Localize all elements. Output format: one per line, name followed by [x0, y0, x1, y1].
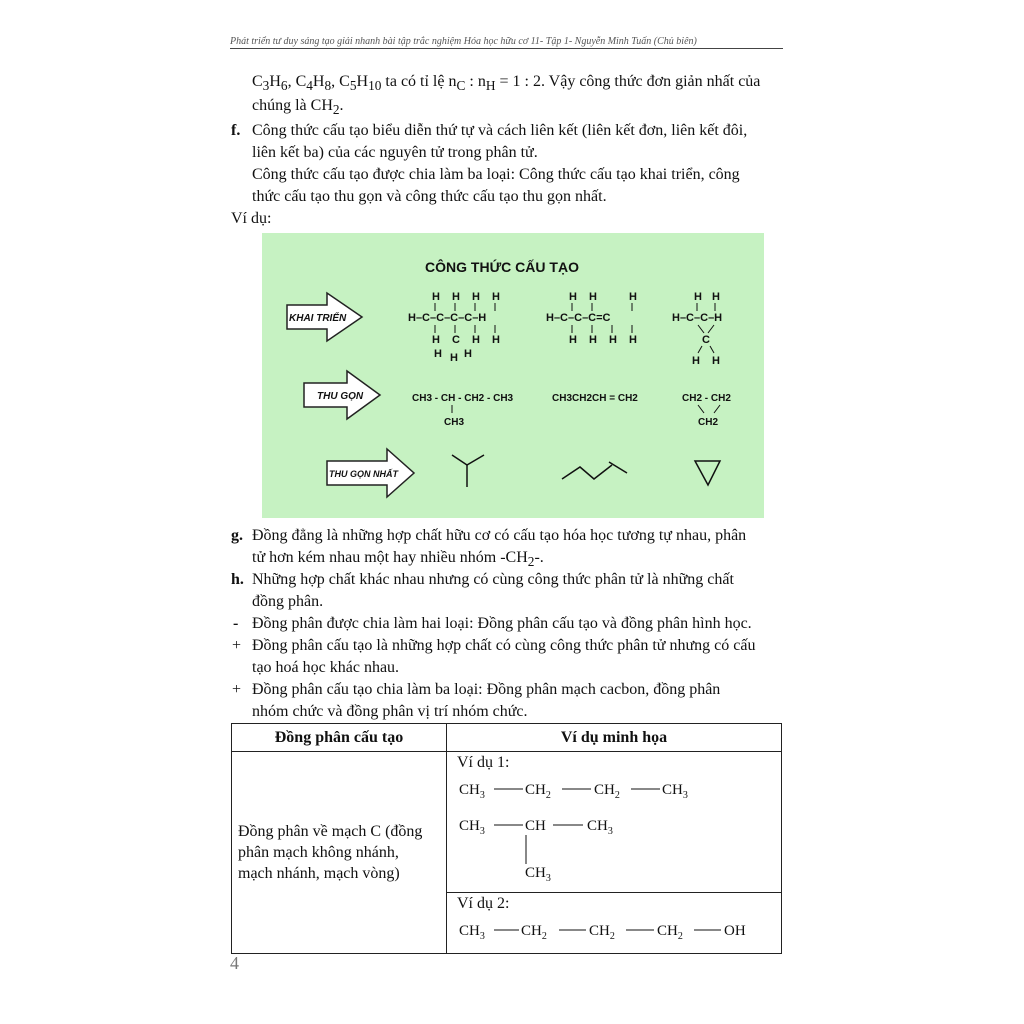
para-h-line-1: Những hợp chất khác nhau nhưng có cùng công thức phân tử là những chất [252, 571, 734, 588]
bullet-2-marker: + [232, 637, 242, 654]
svg-text:H: H [712, 291, 720, 303]
svg-text:CH3: $CH_3$ [459, 923, 485, 942]
svg-text:H: H [472, 291, 480, 303]
formula-c4h8: $C_4H_8$ [295, 73, 332, 94]
svg-text:CH2: $CH_2$ [589, 923, 615, 942]
bullet-3-line-2: nhóm chức và đồng phân vị trí nhóm chức. [252, 703, 528, 720]
running-header: Phát triển tư duy sáng tạo giải nhanh bài tập trắc nghiệm Hóa học hữu cơ 11- Tập 1- Nguyễn Minh Tuấn (Chủ biên) [230, 36, 697, 47]
formula-c5h10: $C_5H_{10}$ [339, 73, 382, 94]
arrow-thu-gon [304, 371, 380, 419]
svg-text:H: H [694, 291, 702, 303]
svg-text:H: H [609, 334, 617, 346]
svg-text:H: H [712, 355, 720, 367]
expanded-formula-3 [672, 291, 722, 367]
example-label: Ví dụ: [231, 210, 272, 227]
row1-left-line-3: mạch nhánh, mạch vòng) [238, 865, 400, 882]
svg-text:H: H [569, 334, 577, 346]
svg-text:CH: CH [525, 818, 546, 834]
para-f-line-1: Công thức cấu tạo biểu diễn thứ tự và cách liên kết (liên kết đơn, liên kết đôi, [252, 122, 748, 139]
para-f-line-3: Công thức cấu tạo được chia làm ba loại: Công thức cấu tạo khai triển, công [252, 166, 740, 183]
para-f-line-2: liên kết ba) của các nguyên tử trong phân tử. [252, 144, 538, 161]
svg-text:H: H [492, 334, 500, 346]
table-header-row [232, 724, 782, 752]
isomer-table [231, 723, 782, 954]
svg-text:H: H [629, 334, 637, 346]
svg-text:CH2: $CH_2$ [521, 923, 547, 942]
skeletal-3 [695, 461, 720, 485]
svg-text:H: H [629, 291, 637, 303]
bullet-1-line-1: Đồng phân được chia làm hai loại: Đồng phân cấu tạo và đồng phân hình học. [252, 615, 752, 632]
para-e-suffix: Vậy công thức đơn giản nhất của [548, 73, 761, 90]
example-1-label: Ví dụ 1: [457, 754, 510, 771]
svg-text:H: H [569, 291, 577, 303]
svg-text:H: H [464, 348, 472, 360]
row1-left-line-1: Đồng phân về mạch C (đồng [238, 823, 423, 840]
svg-text:CH3: $CH_3$ [587, 818, 613, 837]
para-h-marker: h. [231, 571, 244, 588]
arrow-thu-gon-nhat [327, 449, 414, 497]
example-1-chain [459, 782, 688, 801]
figure-title: CÔNG THỨC CẤU TẠO [425, 259, 579, 275]
svg-text:H: H [589, 334, 597, 346]
para-g-line-2: tử hơn kém nhau một hay nhiều nhóm $-CH_2-$. [252, 549, 544, 570]
svg-text:CH3: $CH_3$ [662, 782, 688, 801]
example-2-label: Ví dụ 2: [457, 895, 510, 912]
para-e-line-2: chúng là $CH_2$. [252, 97, 344, 118]
table-cell-example-1 [447, 752, 782, 893]
table-row [232, 752, 782, 893]
table-header-example: Ví dụ minh họa [447, 724, 782, 752]
condensed-1-branch: CH3 [444, 417, 465, 428]
skeletal-formulas [452, 455, 720, 487]
para-e-line-1: $C_3H_6$, $C_4H_8$, $C_5H_{10}$ ta có tỉ lệ $n_C$ : $n_H = 1$ : 2. Vậy công thức đơn giản nhất của [252, 73, 761, 94]
svg-text:H: H [434, 348, 442, 360]
expanded-formula-1 [408, 291, 500, 364]
ratio-text: ta có tỉ lệ [385, 73, 445, 90]
arrow-khai-trien [287, 293, 362, 341]
svg-text:C: C [702, 334, 710, 346]
svg-text:H–C–C–C=C: H–C–C–C=C [546, 312, 611, 324]
ratio-expr: $n_C$ : $n_H = 1$ : 2. [448, 73, 545, 94]
svg-text:H: H [472, 334, 480, 346]
svg-text:H: H [450, 352, 458, 364]
table-cell-isomer-type [232, 752, 447, 954]
svg-text:CH2: $CH_2$ [525, 782, 551, 801]
table-cell-example-2 [447, 893, 782, 954]
condensed-2: CH3CH2CH = CH2 [552, 393, 638, 404]
svg-text:H: H [432, 291, 440, 303]
svg-text:CH3: $CH_3$ [459, 818, 485, 837]
condensed-1: CH3 - CH - CH2 - CH3 [412, 393, 514, 404]
svg-text:H: H [452, 291, 460, 303]
example-2-structure [447, 893, 783, 951]
bullet-2-line-1: Đồng phân cấu tạo là những hợp chất có cùng công thức phân tử nhưng có cấu [252, 637, 756, 654]
svg-text:H–C–C–H: H–C–C–H [672, 312, 723, 324]
example-1-branched [459, 818, 613, 884]
svg-text:C: C [452, 334, 460, 346]
para-f-line-4: thức cấu tạo thu gọn và công thức cấu tạo thu gọn nhất. [252, 188, 607, 205]
expanded-formula-2 [546, 291, 637, 346]
para-h-line-2: đồng phân. [252, 593, 324, 610]
svg-text:OH: OH [724, 923, 746, 939]
bullet-2-line-2: tạo hoá học khác nhau. [252, 659, 400, 676]
svg-text:H: H [432, 334, 440, 346]
skeletal-1 [452, 455, 484, 465]
bullet-1-marker: - [233, 615, 239, 632]
svg-text:CH2: $CH_2$ [657, 923, 683, 942]
table-header-isomer-type: Đồng phân cấu tạo [232, 724, 447, 752]
svg-text:CH3: $CH_3$ [525, 865, 551, 884]
svg-text:CH2: $CH_2$ [594, 782, 620, 801]
page-number: 4 [230, 953, 239, 973]
para-g-line-1: Đồng đẳng là những hợp chất hữu cơ có cấu tạo hóa học tương tự nhau, phân [252, 527, 747, 544]
bullet-3-marker: + [232, 681, 242, 698]
skeletal-2 [562, 465, 612, 479]
bullet-3-line-1: Đồng phân cấu tạo chia làm ba loại: Đồng phân mạch cacbon, đồng phân [252, 681, 721, 698]
condensed-3-ring: CH2 [698, 417, 719, 428]
svg-text:H: H [589, 291, 597, 303]
para-g-marker: g. [231, 527, 243, 544]
svg-text:CH3: $CH_3$ [459, 782, 485, 801]
svg-text:H: H [492, 291, 500, 303]
header-rule [230, 48, 783, 49]
example-1-structures [447, 752, 783, 890]
label-thu-gon: THU GỌN [317, 391, 364, 402]
condensed-3: CH2 - CH2 [682, 393, 731, 404]
condensed-formulas [412, 393, 731, 428]
svg-text:H–C–C–C–C–H: H–C–C–C–C–H [408, 312, 487, 324]
para-f-marker: f. [231, 122, 241, 139]
svg-text:H: H [692, 355, 700, 367]
row1-left-line-2: phân mạch không nhánh, [238, 844, 399, 861]
label-khai-trien: KHAI TRIỂN [289, 313, 347, 324]
formula-c3h6: $C_3H_6$ [252, 73, 288, 94]
label-thu-gon-nhat: THU GỌN NHẤT [329, 469, 398, 479]
structural-formula-diagram [262, 233, 764, 518]
